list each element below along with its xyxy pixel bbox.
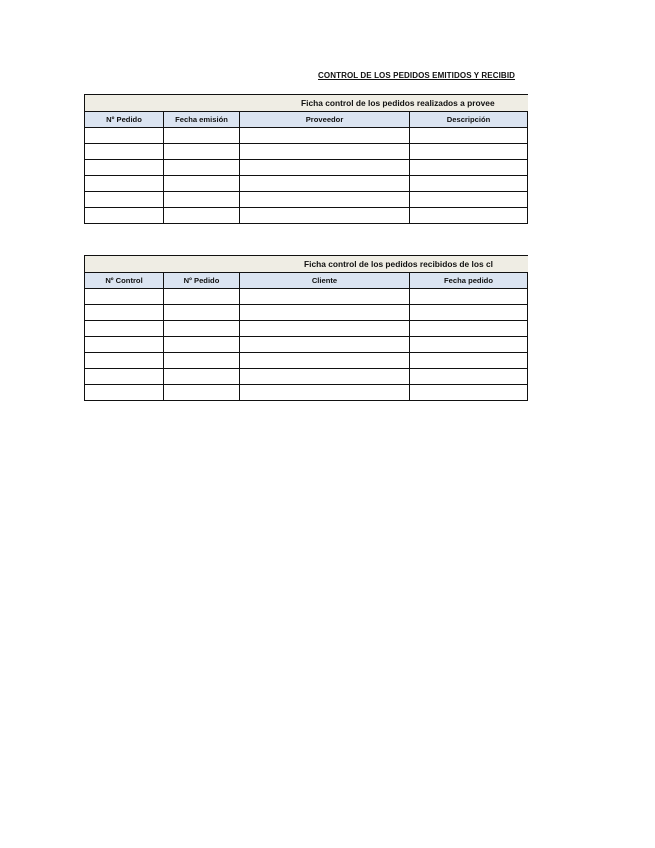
table-cell[interactable] (84, 160, 164, 176)
table-cell[interactable] (240, 353, 410, 369)
table-cell[interactable] (164, 385, 240, 401)
table-cell[interactable] (84, 128, 164, 144)
table-cell[interactable] (84, 353, 164, 369)
column-header-order-number: Nº Pedido (84, 112, 164, 128)
table-cell[interactable] (240, 337, 410, 353)
table-cell[interactable] (240, 289, 410, 305)
column-header-description: Descripción (410, 112, 528, 128)
column-header-order-number: Nº Pedido (164, 273, 240, 289)
table-cell[interactable] (240, 144, 410, 160)
table-cell[interactable] (410, 128, 528, 144)
table-cell[interactable] (84, 385, 164, 401)
table-cell[interactable] (410, 160, 528, 176)
table-cell[interactable] (84, 337, 164, 353)
table-cell[interactable] (240, 160, 410, 176)
column-header-supplier: Proveedor (240, 112, 410, 128)
table-cell[interactable] (240, 208, 410, 224)
table-cell[interactable] (164, 305, 240, 321)
table-cell[interactable] (84, 208, 164, 224)
table-cell[interactable] (84, 144, 164, 160)
table-cell[interactable] (84, 321, 164, 337)
table-cell[interactable] (410, 385, 528, 401)
table-cell[interactable] (410, 144, 528, 160)
table-cell[interactable] (84, 305, 164, 321)
table-cell[interactable] (240, 369, 410, 385)
table-cell[interactable] (164, 321, 240, 337)
issued-orders-body (84, 128, 528, 224)
table-cell[interactable] (410, 353, 528, 369)
column-header-control-number: Nº Control (84, 273, 164, 289)
table-cell[interactable] (240, 128, 410, 144)
table-cell[interactable] (164, 160, 240, 176)
received-orders-banner (84, 255, 528, 273)
table-cell[interactable] (164, 337, 240, 353)
issued-orders-banner (84, 94, 528, 112)
table-cell[interactable] (164, 353, 240, 369)
table-cell[interactable] (410, 176, 528, 192)
table-cell[interactable] (164, 144, 240, 160)
table-cell[interactable] (84, 369, 164, 385)
table-cell[interactable] (240, 321, 410, 337)
page-title: CONTROL DE LOS PEDIDOS EMITIDOS Y RECIBID (318, 71, 516, 80)
received-orders-grid (84, 273, 528, 289)
table-cell[interactable] (164, 369, 240, 385)
table-cell[interactable] (164, 192, 240, 208)
table-cell[interactable] (164, 208, 240, 224)
table-cell[interactable] (240, 305, 410, 321)
table-cell[interactable] (240, 176, 410, 192)
table-cell[interactable] (164, 128, 240, 144)
column-header-order-date: Fecha pedido (410, 273, 528, 289)
table-cell[interactable] (240, 385, 410, 401)
table-cell[interactable] (84, 192, 164, 208)
table-cell[interactable] (410, 321, 528, 337)
issued-orders-grid (84, 112, 528, 128)
table-cell[interactable] (84, 289, 164, 305)
table-cell[interactable] (410, 305, 528, 321)
table-cell[interactable] (410, 369, 528, 385)
table-cell[interactable] (164, 289, 240, 305)
table-cell[interactable] (410, 192, 528, 208)
issued-orders-table (84, 94, 528, 224)
column-header-client: Cliente (240, 273, 410, 289)
received-orders-body (84, 289, 528, 401)
table-cell[interactable] (164, 176, 240, 192)
table-cell[interactable] (410, 208, 528, 224)
table-cell[interactable] (410, 289, 528, 305)
received-orders-table (84, 255, 528, 401)
issued-orders-banner-text: Ficha control de los pedidos realizados a provee (301, 98, 495, 108)
table-cell[interactable] (240, 192, 410, 208)
table-cell[interactable] (84, 176, 164, 192)
table-cell[interactable] (410, 337, 528, 353)
received-orders-banner-text: Ficha control de los pedidos recibidos de los cl (304, 259, 493, 269)
column-header-issue-date: Fecha emisión (164, 112, 240, 128)
